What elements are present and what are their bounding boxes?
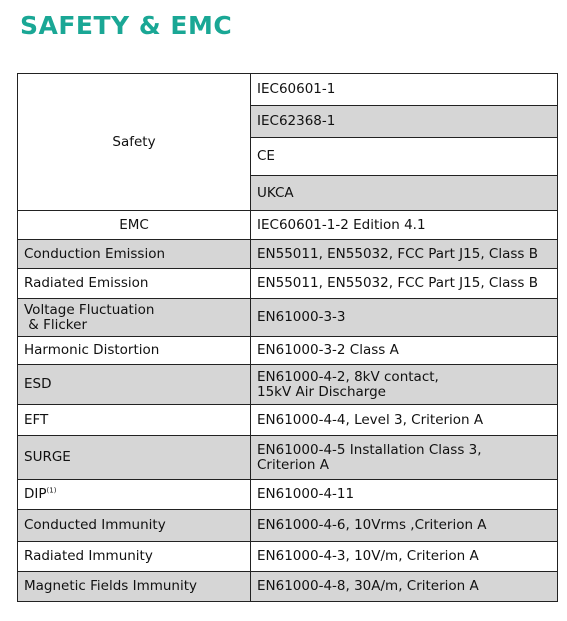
row-value-line: 15kV Air Discharge [257, 383, 386, 400]
row-label [18, 299, 251, 337]
table-row [18, 510, 558, 542]
row-value [251, 365, 558, 405]
row-label: Radiated Immunity [18, 542, 251, 572]
safety-emc-table [17, 73, 558, 602]
safety-label: Safety [18, 74, 251, 211]
standard-cell: IEC62368-1 [251, 106, 558, 138]
table-row [18, 405, 558, 436]
table-row [18, 572, 558, 602]
row-value: EN55011, EN55032, FCC Part J15, Class B [251, 240, 558, 269]
footnote-marker: (1) [46, 486, 57, 495]
row-label: Radiated Emission [18, 269, 251, 299]
row-value [251, 436, 558, 480]
table-row [18, 365, 558, 405]
row-value: EN61000-3-3 [251, 299, 558, 337]
table-row [18, 74, 558, 106]
row-value-line: EN61000-4-2, 8kV contact, [257, 368, 439, 385]
row-value: EN61000-4-11 [251, 480, 558, 510]
row-value: EN61000-3-2 Class A [251, 337, 558, 365]
row-label-line: Voltage Fluctuation [24, 301, 155, 318]
row-label: Conduction Emission [18, 240, 251, 269]
row-label: Conducted Immunity [18, 510, 251, 542]
row-label: ESD [18, 365, 251, 405]
row-value: IEC60601-1-2 Edition 4.1 [251, 211, 558, 240]
row-label: SURGE [18, 436, 251, 480]
row-label: Harmonic Distortion [18, 337, 251, 365]
row-label-line: & Flicker [24, 316, 87, 333]
table-row [18, 436, 558, 480]
page-title: SAFETY & EMC [20, 11, 233, 40]
table-row [18, 299, 558, 337]
row-value: EN61000-4-4, Level 3, Criterion A [251, 405, 558, 436]
row-label-text: DIP [24, 486, 47, 502]
row-label [18, 480, 251, 510]
table-row [18, 337, 558, 365]
row-value: EN55011, EN55032, FCC Part J15, Class B [251, 269, 558, 299]
standard-cell: IEC60601-1 [251, 74, 558, 106]
standard-cell: UKCA [251, 176, 558, 211]
row-value-line: EN61000-4-5 Installation Class 3, [257, 441, 482, 458]
table-row [18, 211, 558, 240]
table-row [18, 480, 558, 510]
row-value: EN61000-4-8, 30A/m, Criterion A [251, 572, 558, 602]
table-row [18, 542, 558, 572]
row-value: EN61000-4-6, 10Vrms ,Criterion A [251, 510, 558, 542]
row-value-line: Criterion A [257, 456, 329, 473]
standard-cell: CE [251, 138, 558, 176]
table-row [18, 269, 558, 299]
row-value: EN61000-4-3, 10V/m, Criterion A [251, 542, 558, 572]
row-label: Magnetic Fields Immunity [18, 572, 251, 602]
row-label: EFT [18, 405, 251, 436]
table-row [18, 240, 558, 269]
row-label: EMC [18, 211, 251, 240]
